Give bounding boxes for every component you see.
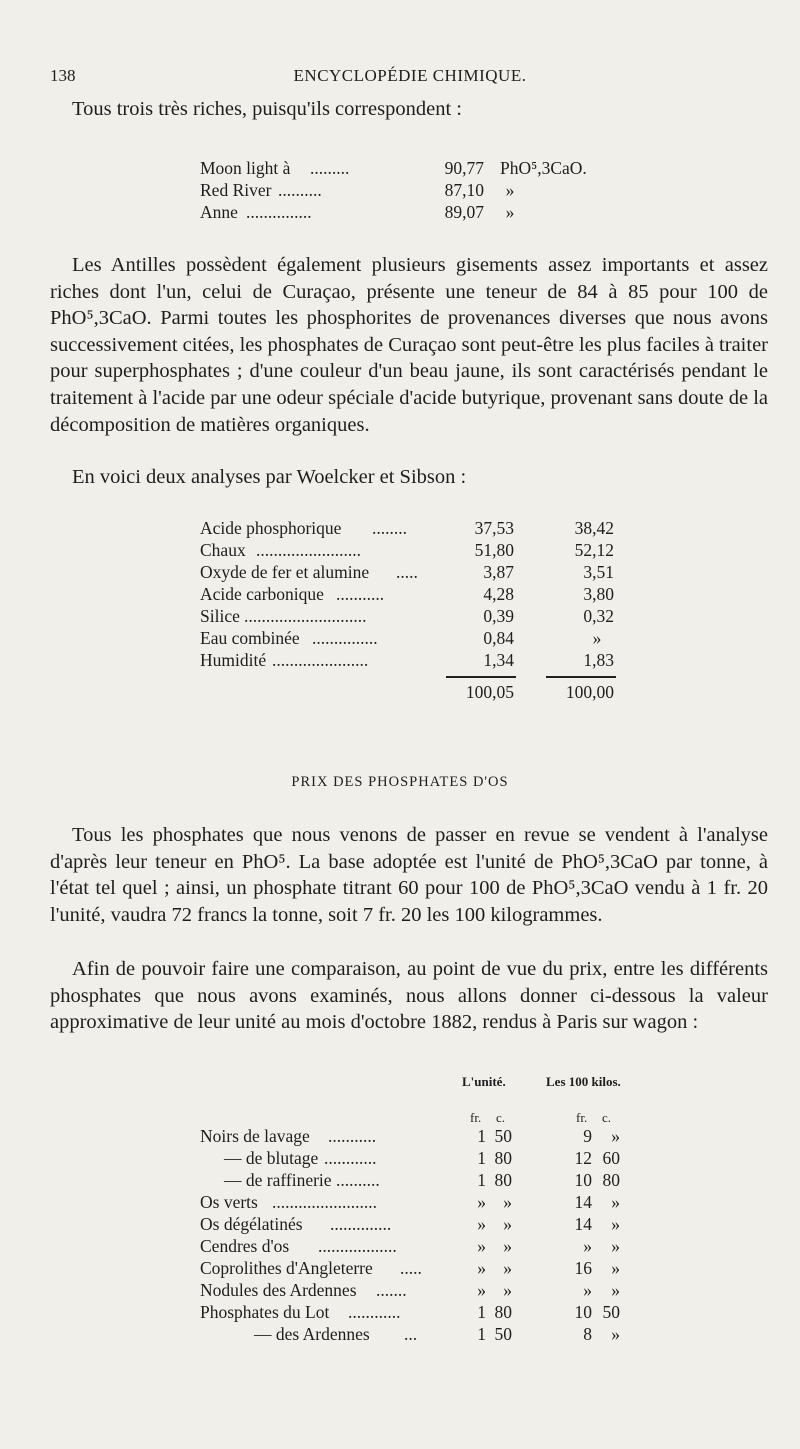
unite-c: 80 [494,1148,512,1168]
row-name: — de raffinerie [224,1170,332,1190]
section-title: PRIX DES PHOSPHATES D'OS [291,774,509,790]
unite-c: 50 [494,1324,512,1344]
kilos-fr: » [583,1280,592,1300]
unite-fr: 1 [477,1126,486,1146]
row-value: 89,07 [444,202,484,222]
kilos-fr: 14 [574,1214,592,1234]
row-leader: ........ [372,518,407,538]
row-leader: ............ [324,1148,377,1168]
kilos-fr: 10 [574,1302,592,1322]
unit-c-2: c. [602,1110,612,1125]
row-name: Eau combinée [200,628,300,648]
row-name: Anne [200,202,238,222]
unit-fr-1: fr. [470,1110,482,1125]
unite-fr: 1 [477,1170,486,1190]
table-prix [200,1074,640,1354]
unite-c: » [503,1192,512,1212]
row-name: Oxyde de fer et alumine [200,562,370,582]
row-name: Acide carbonique [200,584,324,604]
kilos-fr: 8 [583,1324,592,1344]
row-name: Os verts [200,1192,258,1212]
unite-c: 80 [494,1170,512,1190]
total-a: 100,05 [465,682,514,702]
kilos-fr: » [583,1236,592,1256]
kilos-c: 50 [602,1302,620,1322]
row-leader: .............. [330,1214,392,1234]
total-rule-b [546,676,616,678]
row-leader: ........... [328,1126,377,1146]
unite-fr: » [477,1192,486,1212]
value-b: 0,32 [583,606,614,626]
value-a: 37,53 [474,518,514,538]
row-name: Phosphates du Lot [200,1302,330,1322]
unite-fr: 1 [477,1324,486,1344]
value-b: 52,12 [574,540,614,560]
value-a: 3,87 [483,562,514,582]
col-head-unite: L'unité. [462,1074,506,1089]
kilos-c: » [611,1236,620,1256]
row-name: Cendres d'os [200,1236,290,1256]
row-name: Coprolithes d'Angleterre [200,1258,373,1278]
paragraph-antilles: Les Antilles possèdent également plusieurs gisements assez importants et assez riches dont l'un, celui de Curaçao, présente une teneur de 84 à 85 pour 100 de PhO⁵,3CaO. Parmi toutes les phosphorites de provenances diverses que nous avons successivement citées, les phosphates de Curaçao sont peut-être les plus faciles à traiter pour superphosphates ; d'une couleur d'un beau jaune, ils sont caractérisés pendant le traitement à l'acide par une odeur spéciale d'acide butyrique, provenant sans doute de la décomposition de matières organiques. [50,254,768,436]
paragraph-analyses: En voici deux analyses par Woelcker et Sibson : [72,466,467,488]
row-leader: ..... [396,562,418,582]
value-b: 1,83 [583,650,614,670]
total-rule-a [446,676,516,678]
row-leader: ..... [400,1258,422,1278]
row-value: 87,10 [444,180,484,200]
kilos-fr: 14 [574,1192,592,1212]
row-leader: ........... [336,584,385,604]
row-leader: .......... [336,1170,380,1190]
row-value: 90,77 [444,158,484,178]
row-leader: ............................ [244,606,367,626]
value-a: 51,80 [474,540,514,560]
table-ores [200,158,640,228]
unite-fr: 1 [477,1148,486,1168]
running-header [50,66,770,92]
col-head-100kilos: Les 100 kilos. [546,1074,621,1089]
unite-c: » [503,1236,512,1256]
kilos-fr: 12 [574,1148,592,1168]
row-name: Silice [200,606,240,626]
unite-fr: » [477,1214,486,1234]
row-name: Nodules des Ardennes [200,1280,357,1300]
value-a: 4,28 [483,584,514,604]
unite-fr: 1 [477,1302,486,1322]
row-name: Os dégélatinés [200,1214,303,1234]
kilos-c: 80 [602,1170,620,1190]
value-b: 3,51 [583,562,614,582]
kilos-c: » [611,1324,620,1344]
value-b: 38,42 [574,518,614,538]
row-name: Acide phosphorique [200,518,342,538]
row-name: Chaux [200,540,246,560]
row-name: Moon light à [200,158,291,178]
row-leader: .......... [278,180,322,200]
unit-c-1: c. [496,1110,506,1125]
kilos-c: » [611,1280,620,1300]
kilos-fr: 9 [583,1126,592,1146]
value-a: 1,34 [483,650,514,670]
value-a: 0,84 [483,628,514,648]
row-leader: ............... [312,628,378,648]
row-leader: ......... [310,158,350,178]
paragraph-prix: Tous les phosphates que nous venons de passer en revue se vendent à l'analyse d'après leur teneur en PhO⁵. La base adoptée est l'unité de PhO⁵,3CaO par tonne, à l'état tel quel ; ainsi, un phosphate titrant 60 pour 100 de PhO⁵,3CaO vendu à 1 fr. 20 l'unité, vaudra 72 francs la tonne, soit 7 fr. 20 les 100 kilogrammes. [50,824,768,926]
kilos-c: » [611,1192,620,1212]
unite-c: » [503,1258,512,1278]
unite-c: » [503,1214,512,1234]
row-name: Humidité [200,650,267,670]
running-title: ENCYCLOPÉDIE CHIMIQUE. [293,66,527,85]
row-leader: ........................ [272,1192,377,1212]
row-leader: ............... [246,202,312,222]
kilos-fr: 10 [574,1170,592,1190]
row-name: — des Ardennes [254,1324,370,1344]
value-b: » [592,628,602,648]
row-note: » [505,180,515,200]
row-name: Red River [200,180,272,200]
unite-c: 80 [494,1302,512,1322]
paragraph-comparaison: Afin de pouvoir faire une comparaison, au point de vue du prix, entre les différents phosphates que nous avons examinés, nous allons donner ci-dessous la valeur approximative de leur unité au mois d'octobre 1882, rendus à Paris sur wagon : [50,958,768,1034]
unit-fr-2: fr. [576,1110,588,1125]
unite-fr: » [477,1280,486,1300]
row-leader: ... [404,1324,418,1344]
row-leader: ...................... [272,650,369,670]
row-leader: .................. [318,1236,397,1256]
unite-c: » [503,1280,512,1300]
kilos-c: » [611,1214,620,1234]
kilos-c: » [611,1126,620,1146]
unite-fr: » [477,1258,486,1278]
unite-c: 50 [494,1126,512,1146]
intro-line: Tous trois très riches, puisqu'ils correspondent : [72,98,462,120]
row-note: PhO⁵,3CaO. [500,158,587,178]
row-leader: ............ [348,1302,401,1322]
value-a: 0,39 [483,606,514,626]
kilos-fr: 16 [574,1258,592,1278]
kilos-c: » [611,1258,620,1278]
row-leader: ........................ [256,540,361,560]
unite-fr: » [477,1236,486,1256]
table-analyses [200,518,620,718]
page-number: 138 [50,66,76,85]
row-name: Noirs de lavage [200,1126,310,1146]
value-b: 3,80 [583,584,614,604]
row-leader: ....... [376,1280,407,1300]
kilos-c: 60 [602,1148,620,1168]
total-b: 100,00 [565,682,614,702]
row-name: — de blutage [224,1148,319,1168]
row-note: » [505,202,515,222]
